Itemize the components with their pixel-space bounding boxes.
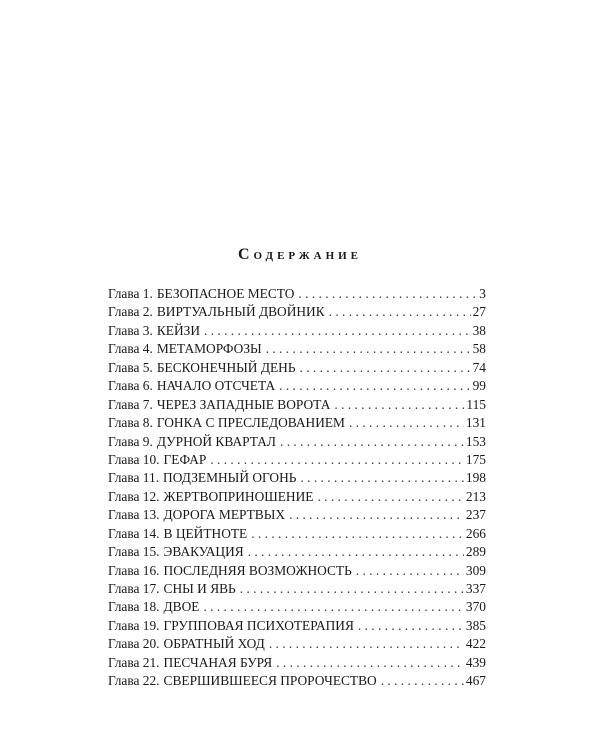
chapter-number: Глава 8. <box>108 415 153 431</box>
dot-leader <box>276 654 464 672</box>
toc-entry <box>108 506 486 524</box>
dot-leader <box>298 285 477 303</box>
page-number: 370 <box>465 599 486 615</box>
chapter-title: ЧЕРЕЗ ЗАПАДНЫЕ ВОРОТА <box>156 396 331 412</box>
toc-entry <box>108 543 486 561</box>
page-number: 99 <box>472 378 486 394</box>
chapter-title: ОБРАТНЫЙ ХОД <box>163 636 265 652</box>
page-number: 153 <box>465 433 486 449</box>
page-number: 58 <box>472 341 486 357</box>
page-number: 237 <box>465 507 486 523</box>
page-number: 27 <box>472 304 486 320</box>
chapter-number: Глава 21. <box>108 654 160 670</box>
toc-entry <box>108 414 486 432</box>
chapter-title: НАЧАЛО ОТСЧЕТА <box>156 378 276 394</box>
chapter-number: Глава 5. <box>108 359 153 375</box>
chapter-number: Глава 10. <box>108 451 160 467</box>
chapter-number: Глава 14. <box>108 525 160 541</box>
chapter-title: ГЕФАР <box>163 451 207 467</box>
toc-entry <box>108 377 486 395</box>
toc-entry <box>108 525 486 543</box>
chapter-number: Глава 6. <box>108 378 153 394</box>
chapter-title: ВИРТУАЛЬНЫЙ ДВОЙНИК <box>156 304 325 320</box>
page-number: 289 <box>465 544 486 560</box>
dot-leader <box>317 488 463 506</box>
toc-entry <box>108 340 486 358</box>
chapter-title: ДВОЕ <box>163 599 200 615</box>
toc-entry <box>108 635 486 653</box>
toc-entry <box>108 451 486 469</box>
toc-entry <box>108 617 486 635</box>
chapter-number: Глава 12. <box>108 488 160 504</box>
toc-entry <box>108 322 486 340</box>
dot-leader <box>279 377 470 395</box>
chapter-title: В ЦЕЙТНОТЕ <box>163 525 248 541</box>
chapter-title: ЖЕРТВОПРИНОШЕНИЕ <box>163 488 314 504</box>
chapter-number: Глава 22. <box>108 673 160 689</box>
page-number: 38 <box>472 322 486 338</box>
chapter-title: ДОРОГА МЕРТВЫХ <box>163 507 286 523</box>
chapter-title: ЭВАКУАЦИЯ <box>163 544 244 560</box>
dot-leader <box>300 359 471 377</box>
page-number: 385 <box>465 617 486 633</box>
toc-entry <box>108 303 486 321</box>
dot-leader <box>269 635 464 653</box>
page-number: 439 <box>465 654 486 670</box>
chapter-number: Глава 1. <box>108 286 153 301</box>
chapter-number: Глава 4. <box>108 341 153 357</box>
dot-leader <box>349 414 464 432</box>
page-number: 3 <box>479 286 486 301</box>
chapter-title: ДУРНОЙ КВАРТАЛ <box>156 433 276 449</box>
page-number: 422 <box>465 636 486 652</box>
chapter-title: ПОСЛЕДНЯЯ ВОЗМОЖНОСТЬ <box>163 562 352 578</box>
chapter-number: Глава 3. <box>108 322 153 338</box>
toc-entry <box>108 285 486 303</box>
dot-leader <box>334 396 464 414</box>
page-number: 266 <box>465 525 486 541</box>
chapter-title: ГРУППОВАЯ ПСИХОТЕРАПИЯ <box>163 617 354 633</box>
toc-entry <box>108 359 486 377</box>
toc-entry <box>108 396 486 414</box>
toc-title: Содержание <box>237 246 363 263</box>
page-number: 337 <box>465 581 486 596</box>
page-number: 115 <box>466 396 486 412</box>
toc-entry <box>108 562 486 580</box>
dot-leader <box>289 506 464 524</box>
chapter-number: Глава 20. <box>108 636 160 652</box>
chapter-number: Глава 7. <box>108 396 153 412</box>
page-number: 467 <box>465 673 486 689</box>
chapter-title: СНЫ И ЯВЬ <box>163 581 236 596</box>
chapter-title: МЕТАМОРФОЗЫ <box>156 341 262 357</box>
chapter-title: СВЕРШИВШЕЕСЯ ПРОРОЧЕСТВО <box>163 673 377 689</box>
dot-leader <box>240 580 464 598</box>
page-number: 198 <box>465 470 486 486</box>
page-number: 175 <box>465 451 486 467</box>
dot-leader <box>251 525 464 543</box>
chapter-title: БЕСКОНЕЧНЫЙ ДЕНЬ <box>156 359 296 375</box>
chapter-title: БЕЗОПАСНОЕ МЕСТО <box>156 286 295 301</box>
chapter-title: КЕЙЗИ <box>156 322 201 338</box>
dot-leader <box>204 322 471 340</box>
dot-leader <box>300 469 463 487</box>
dot-leader <box>381 672 464 690</box>
chapter-number: Глава 18. <box>108 599 160 615</box>
dot-leader <box>356 562 464 580</box>
dot-leader <box>329 303 471 321</box>
chapter-title: ГОНКА С ПРЕСЛЕДОВАНИЕМ <box>156 415 345 431</box>
page-number: 131 <box>465 415 486 431</box>
dot-leader <box>358 617 464 635</box>
chapter-number: Глава 15. <box>108 544 160 560</box>
chapter-number: Глава 19. <box>108 617 160 633</box>
chapter-number: Глава 16. <box>108 562 160 578</box>
page-number: 74 <box>472 359 486 375</box>
toc-entry <box>108 598 486 616</box>
dot-leader <box>203 598 463 616</box>
toc-entry <box>108 488 486 506</box>
chapter-number: Глава 13. <box>108 507 160 523</box>
dot-leader <box>266 340 471 358</box>
chapter-title: ПЕСЧАНАЯ БУРЯ <box>163 654 273 670</box>
dot-leader <box>248 543 464 561</box>
dot-leader <box>210 451 464 469</box>
toc-entry <box>108 580 486 598</box>
page-number: 309 <box>465 562 486 578</box>
dot-leader <box>280 433 464 451</box>
chapter-number: Глава 2. <box>108 304 153 320</box>
chapter-title: ПОДЗЕМНЫЙ ОГОНЬ <box>163 470 297 486</box>
toc-list <box>108 285 486 691</box>
toc-entry <box>108 433 486 451</box>
chapter-number: Глава 9. <box>108 433 153 449</box>
toc-entry <box>108 672 486 690</box>
chapter-number: Глава 17. <box>108 581 160 596</box>
toc-entry <box>108 654 486 672</box>
chapter-number: Глава 11. <box>108 470 160 486</box>
toc-entry <box>108 469 486 487</box>
page-number: 213 <box>465 488 486 504</box>
